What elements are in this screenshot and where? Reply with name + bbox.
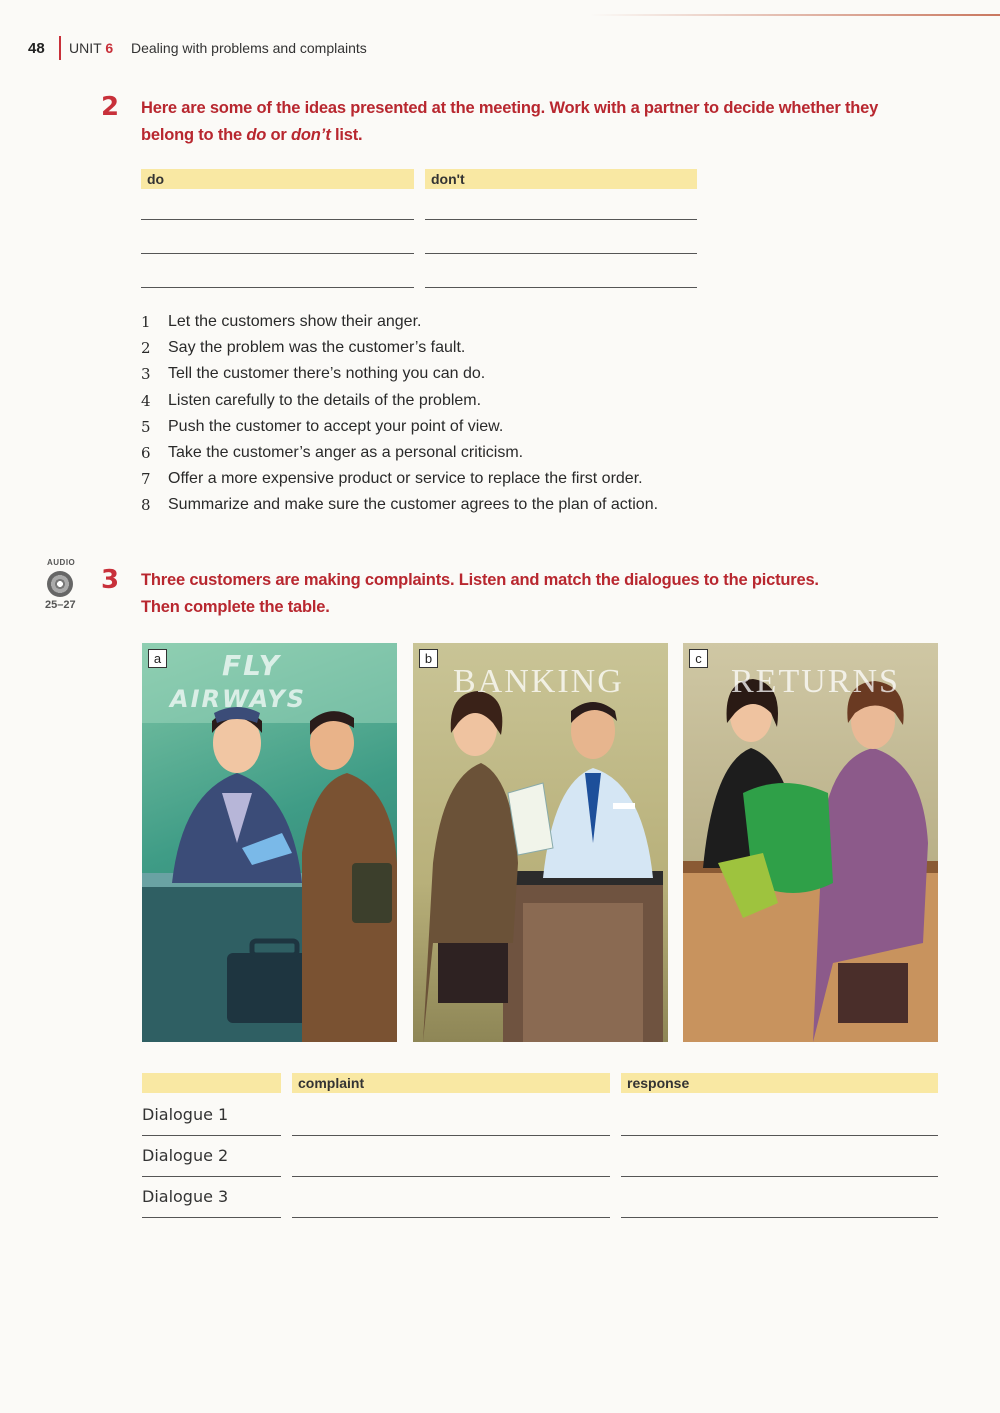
table-row-line <box>142 1176 281 1177</box>
do-write-line-3[interactable] <box>141 287 414 288</box>
exercise-3-instruction-line1: Three customers are making complaints. Listen and match the dialogues to the pictures. <box>141 571 819 589</box>
unit-word: UNIT <box>69 40 102 56</box>
list-item: 7 Offer a more expensive product or service to replace the first order. <box>141 470 643 489</box>
audio-label: AUDIO <box>47 558 76 567</box>
exercise-3-number: 3 <box>101 565 120 595</box>
picture-b-tag: b <box>419 649 438 668</box>
list-item: 4 Listen carefully to the details of the problem. <box>141 391 482 410</box>
do-write-line-2[interactable] <box>141 253 414 254</box>
response-column-header: response <box>621 1073 938 1093</box>
dialogue-3-complaint-line[interactable] <box>292 1217 610 1218</box>
picture-a-tag: a <box>148 649 167 668</box>
unit-title: Dealing with problems and complaints <box>131 40 367 56</box>
returns-sign: RETURNS <box>731 663 900 700</box>
dialogue-1-label: Dialogue 1 <box>142 1105 229 1124</box>
dont-write-line-3[interactable] <box>425 287 697 288</box>
do-write-line-1[interactable] <box>141 219 414 220</box>
table-blank-header <box>142 1073 281 1093</box>
complaint-column-header: complaint <box>292 1073 610 1093</box>
list-item: 2 Say the problem was the customer’s fault. <box>141 339 466 358</box>
exercise-2-instruction <box>141 95 961 149</box>
picture-b-banking <box>413 643 668 1042</box>
dialogue-1-response-line[interactable] <box>621 1135 938 1136</box>
dialogue-3-label: Dialogue 3 <box>142 1187 229 1206</box>
list-item: 1 Let the customers show their anger. <box>141 313 422 331</box>
dialogue-2-label: Dialogue 2 <box>142 1146 229 1165</box>
dialogue-2-complaint-line[interactable] <box>292 1176 610 1177</box>
dont-write-line-1[interactable] <box>425 219 697 220</box>
dont-write-line-2[interactable] <box>425 253 697 254</box>
bank-sign: BANKING <box>453 663 624 700</box>
returns-illustration <box>683 643 938 1042</box>
exercise-3-instruction <box>141 567 961 621</box>
picture-a-airline <box>142 643 397 1042</box>
list-item: 3 Tell the customer there’s nothing you can do. <box>141 365 486 384</box>
table-row-line <box>142 1217 281 1218</box>
exercise-2-instruction-line2: belong to the do or don’t list. <box>141 126 363 144</box>
ideas-list <box>141 309 841 519</box>
dialogue-3-response-line[interactable] <box>621 1217 938 1218</box>
airline-sign-line1: FLY <box>222 649 281 682</box>
bank-illustration <box>413 643 668 1042</box>
list-item: 6 Take the customer’s anger as a personal criticism. <box>141 443 524 462</box>
list-item: 5 Push the customer to accept your point of view. <box>141 417 504 436</box>
exercise-2-instruction-line1: Here are some of the ideas presented at the meeting. Work with a partner to decide whether they <box>141 99 879 117</box>
picture-c-returns <box>683 643 938 1042</box>
audio-tracks: 25–27 <box>45 599 76 611</box>
exercise-3-instruction-line2: Then complete the table. <box>141 598 330 616</box>
page-number: 48 <box>28 40 45 57</box>
cd-icon[interactable] <box>47 571 73 597</box>
unit-number: 6 <box>105 40 114 56</box>
do-column-header: do <box>141 169 414 189</box>
list-item: 8 Summarize and make sure the customer agrees to the plan of action. <box>141 496 659 515</box>
airline-sign-line2: AIRWAYS <box>170 685 307 713</box>
dialogue-2-response-line[interactable] <box>621 1176 938 1177</box>
unit-label <box>69 40 113 56</box>
table-row-line <box>142 1135 281 1136</box>
top-decor-line <box>590 14 1000 16</box>
header-divider <box>59 36 61 60</box>
dont-column-header: don't <box>425 169 697 189</box>
dialogue-1-complaint-line[interactable] <box>292 1135 610 1136</box>
exercise-2-number: 2 <box>101 92 120 122</box>
picture-c-tag: c <box>689 649 708 668</box>
